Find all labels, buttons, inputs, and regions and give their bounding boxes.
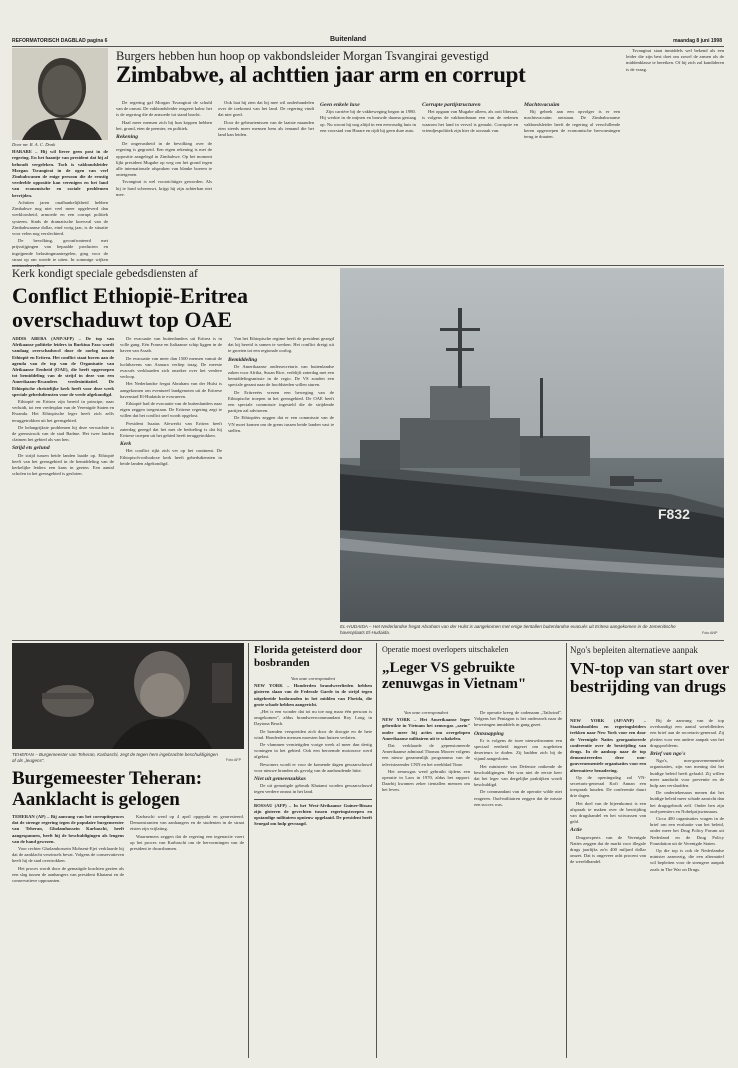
frigate-credit: Foto ANP: [702, 631, 718, 635]
ethiopia-p3: De strijd tussen beide landen laaide op. Ethiopië heeft van het grensgebied in de bemiddeling van de kerkelijke leiders een kans in gezien. Een aantal scholen in het grensgebied is gesloten.: [12, 452, 114, 477]
vietnam-byline: Van onze correspondent: [404, 710, 448, 715]
vietnam-p3: De operatie kreeg de codenaam „Tailwind". Volgens het Pentagon is het onderzoek naar de beweringen inmiddels in gang gezet.: [474, 710, 562, 728]
zimbabwe-col-7: [626, 48, 724, 262]
florida-sub: Niet uit gemeenzakkas: [254, 776, 306, 783]
teheran-p1: Voor rechter Gholamhossein Mohseni-Ejei verklaarde hij dat de aanklacht verzinsels bevat. Volgens de conservatieven heeft hij de stad overtrokken.: [12, 846, 124, 864]
ethiopia-p6: Het Nederlandse fregat Abraham van der Hulst is aangekomen om eventueel landgenoten uit de Eritrese havenstad El-Hudaida te evacueren.: [120, 381, 222, 399]
florida-col-1: [254, 676, 372, 1058]
ethiopia-p9: Het conflict rijkt zich ver op het continent. De Ethiopisch-orthodoxe kerk heeft gebedsdiensten in beide landen afgekondigd.: [120, 448, 222, 466]
vietnam-headline: „Leger VS gebruikte zenuwgas in Vietnam": [382, 660, 527, 692]
vietnam-col-2: [474, 710, 562, 1058]
teheran-p2: Het proces wordt door de gematigde krachten gezien als een slag tussen de aanhangers van president Khatami en de conservatieve opposanten.: [12, 865, 124, 884]
zimbabwe-col-5: [422, 100, 518, 262]
zimbabwe-p9: Door de gebeurtenissen van de laatste maanden zien steeds meer mensen hem als iemand die het land kan leiden.: [218, 119, 314, 138]
florida-headline: Florida geteisterd door bosbranden: [254, 644, 362, 669]
frigate-caption: EL-HUDAIDA – Het Nederlandse fregat Abraham van der Hulst is aangekomen met enige tientallen buitenlandse evacués uit Eritrea aangekomen in de Jemenitische havenplaats El-Hudaida.: [340, 624, 676, 635]
zimbabwe-p8: Zijn carrière bij de vakbeweging begon in 1980. Hij werkte in de mijnen en bouwde daarna gestaag op. Nu woont hij nog altijd in een eenvoudig huis in een voorstad van Harare en rijdt hij geen dure auto.: [320, 109, 416, 133]
zimbabwe-kicker: Burgers hebben hun hoop op vakbondsleider Morgan Tsvangirai gevestigd: [116, 49, 489, 63]
florida-p4: Bewoners wordt er voor de komende dagen gewaarschuwd voor nieuwe branden als gevolg van de aanhoudende hitte.: [254, 761, 372, 773]
karbaschi-photo: [12, 643, 244, 749]
zimbabwe-p3: De regering gaf Morgan Tsvangirai de schuld van de onrust. De vakbondsleider reageert kalm: het is de regering die de armoede tot stand bracht.: [116, 100, 212, 118]
ngo-p7: Circa 400 organisaties vragen in de brief om een evaluatie van het beleid, onder meer het Drug Policy Forum uit Nederland en de Drug Policy Foundation uit de Verenigde Staten.: [650, 816, 724, 846]
ngo-col-2: [650, 718, 724, 1058]
teheran-florida-divider: [248, 643, 249, 1058]
ethiopia-p7: Ethiopië had de evacuatie van de buitenlanders naar eigen zeggen toegestaan. De Eritrese regering zegt te willen dat het conflict snel wordt opgelost.: [120, 401, 222, 419]
ethiopia-p5: De evacuatie van meer dan 1500 mensen vanuit de luchthavens van Asmara verliep traag. De meeste evacués verklaarden zich onzeker over het verdere verloop.: [120, 355, 222, 380]
florida-p2: De branden verspreiden zich door de droogte en de hete wind. Honderden mensen moesten hun huizen verlaten.: [254, 728, 372, 740]
zimbabwe-byline: Door mr. R. A. C. Donk: [12, 142, 56, 147]
zimbabwe-col-2: [116, 100, 212, 262]
zimbabwe-p10: Het opgaan van Mugabe alleen, als ooit liberaal, is volgens de vakbondsman een van de redenen waarom het land in verval is geraakt. Corruptie en vriendjespolitiek zijn hier de oorzaak van.: [422, 109, 518, 133]
ngo-sub-actie: Actie: [570, 827, 582, 834]
ethiopia-sub-strijd: Strijd ets gelund: [12, 445, 50, 452]
ngo-headline: VN-top van start over bestrijding van drugs: [570, 659, 729, 696]
vietnam-p5: Het ministerie van Defensie ontkende de beschuldigingen. Het was niet de eerste keer dat het leger van dergelijke praktijken wordt beschuldigd.: [474, 763, 562, 788]
ngo-p4: Bij de aanvang van de top overhandigt een aantal wereldleiders een brief aan de secretaris-generaal. Zij pleiten voor een andere aanpak van het drugsprobleem.: [650, 718, 724, 748]
zimbabwe-col-6: [524, 100, 620, 262]
vietnam-col-1: [382, 710, 470, 1058]
ethiopia-p4: De evacuatie van buitenlanders uit Eritrea is in volle gang. Eén Franse en Italiaanse schip liggen in de haven van Assab.: [120, 336, 222, 354]
vietnam-p2: Het zenuwgas werd gebruikt tijdens een operatie in Laos in 1970, aldus het rapport. Daarbij kwamen zeker tientallen mensen om het leven.: [382, 768, 470, 793]
karbaschi-credit: Foto AFP: [226, 758, 241, 762]
teheran-lead: TEHERAN (AP) – Bij aanvang van het corruptieproces dat de strenge regering tegen de populaire burgemeester van Teheran, Gholamhossein Karbaschi, heeft aangespannen, heeft hij de beschuldigingen als leugens van de hand gewezen.: [12, 814, 124, 844]
teheran-p4: Waarnemers zeggen dat de regering een tegenactie voert op het proces van Karbaschi om de hervormingen van de president te dwarsbomen.: [130, 833, 244, 852]
vietnam-p6: De commandant van de operatie wilde niet reageren. Oud-militairen zeggen dat de missie een succes was.: [474, 789, 562, 807]
zimbabwe-p4: Haal meer mensen zich bij hun koppen hebben het, grond, eten de premier, en politiek.: [116, 119, 212, 131]
ethiopia-col-3: [228, 336, 334, 634]
florida-lead: NEW YORK – Honderden brandweerlieden hebben gisteren slaan van de Federale Garde in de strijd tegen uitgebreide bosbranden in het midden van Florida, die grote schade hebben aangericht.: [254, 683, 372, 707]
masthead-rule: [12, 46, 724, 47]
ethiopia-kicker: Kerk kondigt speciale gebedsdiensten af: [12, 268, 198, 280]
teheran-headline: Burgemeester Teheran: Aanklacht is gelogen: [12, 768, 203, 810]
ethiopia-headline: Conflict Ethiopië-Eritrea overschaduwt top OAE: [12, 283, 249, 332]
vietnam-kicker: Operatie moest overlopers uitschakelen: [382, 645, 509, 654]
ethiopia-p11: De Amerikaanse ondersecretaris van buitenlandse zaken voor Afrika, Susan Rice, verblijft zaterdag met een bemiddelingsmissie in de regio. De VS zouden een speciale gezant naar de hoofdsteden willen sturen.: [228, 363, 334, 388]
ngo-lead: NEW YORK (AP/ANP) – Staatshoofden en regeringsleiders trekken naar New York voor een door de Verenigde Naties georganiseerde conferentie over de bestrijding van drugs. In de aanloop naar de top demonstreerden deze non-gouvernementele organisaties voor een alternatieve benadering.: [570, 718, 646, 773]
ethiopia-bottom-rule: [12, 640, 724, 641]
zimbabwe-col-3: [218, 100, 314, 262]
florida-p1: „Het is een wonder dat tot nu toe nog maar één persoon is omgekomen", aldus brandweercommandant Roy Long in Daytona Beach.: [254, 709, 372, 727]
bosnia-rule: [254, 799, 372, 800]
ngo-p5: Ngo's, non-gouvernementele organisaties, zijn van mening dat het huidige beleid heeft gefaald. Zij willen meer aandacht voor preventie en de hulp aan verslaafden.: [650, 758, 724, 789]
vietnam-p4: Er is volgens de twee nieuwsbronnen een speciaal eenheid ingezet om zogeheten deserteurs te doden. Zij hadden zich bij de vijand aangesloten.: [474, 737, 562, 762]
tsvangirai-photo: [12, 48, 108, 140]
ngo-p1: Op de openingsdag zal VN-secretaris-generaal Kofi Annan een toespraak houden. De conferentie duurt drie dagen.: [570, 774, 646, 799]
vietnam-p1: Dat verklaarde de gepensioneerde Amerikaanse admiraal Thomas Moorer volgens een nieuw gezamenlijk programma van de televisiezender CNN en het weekblad Time.: [382, 743, 470, 767]
ngo-p3: Drugsexperts van de Verenigde Naties zeggen dat de markt voor illegale drugs jaarlijks zo'n 400 miljard dollar omzet. Dat is ongeveer acht procent van de wereldhandel.: [570, 834, 646, 865]
ethiopia-p1: Ethiopië en Eritrea zijn bereid in principe, naar verluidt, tot een vredesplan van de Verenigde Staten en Rwanda. Het Ethiopische leger heeft zich zelfs teruggetrokken uit het grensgebied.: [12, 399, 114, 423]
florida-vietnam-divider: [376, 643, 377, 1058]
zimbabwe-sub-luxe: Geen enkele luxe: [320, 102, 360, 108]
ethiopia-p13: De Ethiopiërs zeggen dat er een commissie van de VN moet komen om de grens tussen beide landen vast te stellen.: [228, 415, 334, 433]
zimbabwe-sub-corrupte: Corrupte partijstructuren: [422, 102, 481, 108]
ngo-sub-brief: Brief van ngo's: [650, 751, 686, 758]
zimbabwe-bottom-rule: [12, 265, 724, 266]
teheran-col-2: [130, 814, 244, 1058]
zimbabwe-col-4: [320, 100, 416, 262]
frigate-hull-number: F832: [658, 506, 690, 522]
vietnam-ngo-divider: [566, 643, 567, 1058]
zimbabwe-p12: Tsvangirai staat inmiddels wel bekend als een leider die zijn best doet om zowel de armen als de middenklasse te bereiken. Of hij zich zal kandideren is de vraag.: [626, 48, 724, 72]
florida-byline: Van onze correspondent: [291, 676, 335, 681]
zimbabwe-p1: Achttien jaren onafhankelijkheid hebben Zimbabwe nog niet veel meer opgeleverd dan werkloosheid, armoede en een corrupt politiek systeem. Sinds de dramatische koersval van de Zimbabwaanse dollar, eind vorig jaar, is de situatie voor velen nog verslechterd.: [12, 200, 108, 237]
ngo-p6: De ondertekenaars menen dat het huidige beleid meer schade aanricht dan het drugsgebruik zelf. Onder hen zijn oud-premiers en Nobelprijswinnaars.: [650, 790, 724, 814]
vietnam-lead: NEW YORK – Het Amerikaanse leger gebruikte in Vietnam het zenuwgas „sarin" onder meer bij acties om overgelopen Amerikaanse militairen uit te schakelen.: [382, 717, 470, 741]
ethiopia-p12: De Eritreeërs vrezen een beweging van de Ethiopische troepen in het grensgebied. De OAE heeft een speciale commissie ingesteld die de strijdende partijen zal adviseren.: [228, 389, 334, 414]
ethiopia-col-2: [120, 336, 222, 634]
teheran-p3: Karbaschi werd op 4 april opgepakt en gearresteerd. Demonstranten van aanhangers en de studenten in de straat eisten zijn vrijlating.: [130, 814, 244, 832]
bosnia-lead: BOSSAU (AFP) – In het West-Afrikaanse Guinee-Bissau zijn gisteren de gevechten tussen regeringstroepen en opstandige militairen opnieuw opgelaaid. De president heeft Senegal om hulp gevraagd.: [254, 802, 372, 827]
vietnam-sub: Ontsnapping: [474, 730, 504, 737]
ethiopia-p2: De belangrijkste problemen hij deze verwachtte is de grensstrook van de stad Badme. Het twee landen claimen het gebied als van hen.: [12, 424, 114, 443]
ethiopia-p10: Van het Ethiopische regime heeft de president gezegd dat hij bereid is samen te werken. Het conflict dreigt uit te groeien tot een regionale oorlog.: [228, 336, 334, 354]
florida-p5: De uit gematigde gebruik Khatami worden gewaarschuwd tegen verdere onrust in het land.: [254, 783, 372, 795]
florida-p3: De vlammen vernietigden vorige week al meer dan dertig woningen in het gebied. Ook een beroemde motorrace werd afgelast.: [254, 742, 372, 760]
zimbabwe-p2: De bevolking, geconfronteerd met prijsstijgingen van bepaalde producten en ingrijpende belastingmaatregelen, ging voor de straat op om woede te uiten. In sommige wijken: [12, 238, 108, 262]
karbaschi-caption: TEHERAN – Burgemeester van Teheran, Karbaschi, zegt de tegen hem ingebrachte beschuldigingen af als „leugens".: [12, 752, 218, 763]
zimbabwe-p5: De ongerustheid in de bevolking over de regering is gegroeid. Een eigen rekening is met de oppositie aangelegd in Zimbabwe. Op het moment lijkt president Mugabe op weg om het grond tegen alle internationale afspraken van blanke boeren te onteigenen.: [116, 141, 212, 178]
zimbabwe-p6: Tsvangirai is wel voorzichtiger geworden. Als hij te hard schreeuwt, krijgt hij zijn achterban niet mee.: [116, 179, 212, 197]
ethiopia-sub-kerk: Kerk: [120, 441, 132, 448]
zimbabwe-p7: Ook laat hij zien dat hij mee wil onderhandelen over de toekomst van het land. De regering vindt dat niet goed.: [218, 100, 314, 118]
zimbabwe-lead: HARARE – Hij wil liever geen post in de regering. En het haantje van president dat hij al behoudt vergeleken. Toch is vakbondsleider Morgan Tsvangirai in de ogen van veel Zimbabwanen de enige persoon die de ernstig verdeelde oppositie kan verenigen en het land van economische en sociale problemen bevrijden.: [12, 149, 108, 198]
ngo-p2: Het doel van de bijeenkomst is een afspraak te maken over de bestrijding van drugshandel en het witwassen van geld.: [570, 800, 646, 825]
ethiopia-p8: President Issaias Afewerki van Eritrea heeft zaterdag gezegd dat het met de bedoeling is dat hij Eritrese troepen uit het gebied heeft teruggetrokken.: [120, 420, 222, 439]
teheran-col-1: [12, 814, 124, 1058]
ngo-kicker: Ngo's bepleiten alternatieve aanpak: [570, 645, 698, 655]
ethiopia-sub-bemiddeling: Bemiddeling: [228, 356, 258, 363]
ngo-col-1: [570, 718, 646, 1058]
zimbabwe-sub-machtsvacuum: Machtsvacuüm: [524, 102, 560, 108]
frigate-photo: [340, 268, 724, 622]
masthead-section: Buitenland: [330, 36, 367, 43]
masthead-paper: REFORMATORISCH DAGBLAD pagina 6: [12, 38, 108, 44]
ngo-p8: Op die top is ook de Nederlandse minister aanwezig, die een alternatief wil bepleiten voor de strengere aanpak zoals in The War on Drugs.: [650, 848, 724, 872]
zimbabwe-headline: Zimbabwe, al achttien jaar arm en corrupt: [116, 62, 526, 87]
ethiopia-col-1: [12, 336, 114, 634]
zimbabwe-sub-rekening: Rekening: [116, 134, 139, 141]
zimbabwe-p11: Bij gebrek aan een opvolger is er een machtsvacuüm ontstaan. De Zimbabwaanse vakbondsleider heeft de regering al verschillende keren opgeroepen de economische hervormingen terug te draaien.: [524, 109, 620, 140]
ethiopia-lead: ADDIS ABEBA (ANP/AFP) – De top van Afrikaanse politieke leiders in Burkina Faso wordt vandaag overschaduwd door de oorlog tussen Ethiopië en Eritrea. Het conflict staat boven aan de agenda van de top van de Organisatie van Afrikaanse Eenheid (OAE), die heeft opgeroepen tot bemiddeling van de strijd in deze van een Amerikaans-Rwandees vredesinitiatief. De Ethiopische christelijke kerk heeft voor deze week speciale gebedsdiensten voor de vrede afgekondigd.: [12, 336, 114, 397]
zimbabwe-col-1b: [12, 200, 108, 263]
masthead-date: maandag 8 juni 1998: [673, 38, 722, 44]
